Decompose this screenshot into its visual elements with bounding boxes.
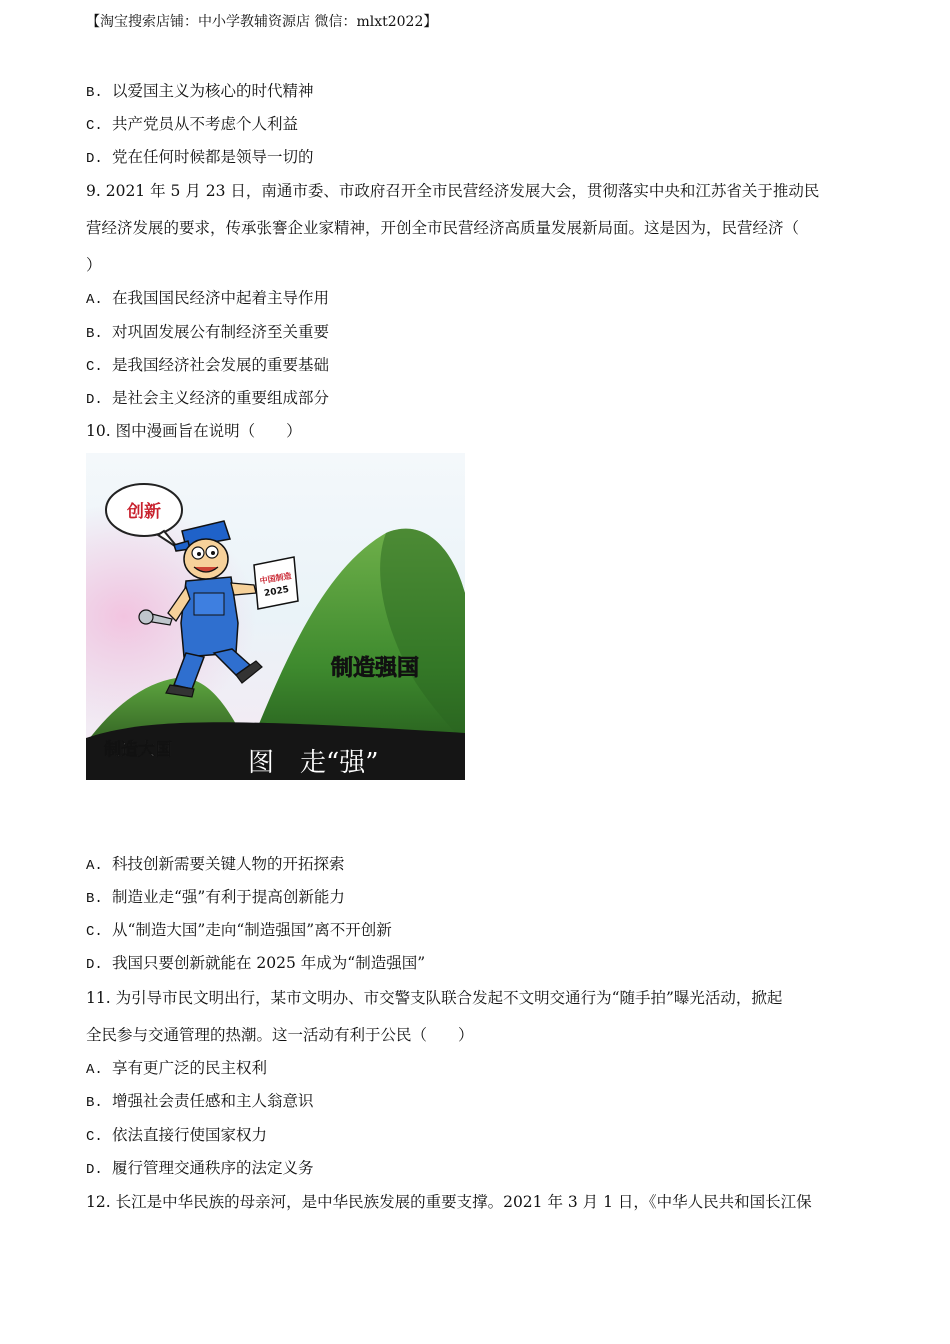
option-letter: B. xyxy=(86,326,103,342)
option-letter: A. xyxy=(86,858,103,874)
option-text: 以爱国主义为核心的时代精神 xyxy=(112,82,314,100)
option-text: 共产党员从不考虑个人利益 xyxy=(112,115,299,133)
q9-stem-line2: 营经济发展的要求，传承张謇企业家精神，开创全市民营经济高质量发展新局面。这是因为，民营经济（ xyxy=(86,219,800,237)
q10-option-b[interactable] xyxy=(86,887,345,909)
book-year: 2025 xyxy=(263,584,290,600)
q9-option-d[interactable] xyxy=(86,388,329,410)
option-text: 依法直接行使国家权力 xyxy=(112,1126,268,1144)
option-letter: B. xyxy=(86,891,103,907)
big-mountain-label: 制造强国 xyxy=(331,656,420,681)
book-title: 中国制造 xyxy=(259,571,293,586)
q8-option-b[interactable] xyxy=(86,81,314,103)
q11-stem-line2: 全民参与交通管理的热潮。这一活动有利于公民（ ） xyxy=(86,1026,474,1044)
option-text: 享有更广泛的民主权利 xyxy=(112,1059,268,1077)
q10-option-a[interactable] xyxy=(86,854,345,876)
q11-option-d[interactable] xyxy=(86,1158,314,1180)
option-letter: B. xyxy=(86,1095,103,1111)
option-text: 从“制造大国”走向“制造强国”离不开创新 xyxy=(112,921,392,939)
q11-stem-line1: 11. 为引导市民文明出行，某市文明办、市交警支队联合发起不文明交通行为“随手拍”曝光活动，掀起 xyxy=(86,989,783,1007)
option-letter: D. xyxy=(86,1162,103,1178)
option-text: 党在任何时候都是领导一切的 xyxy=(112,148,314,166)
q8-option-d[interactable] xyxy=(86,147,314,169)
option-text: 科技创新需要关键人物的开拓探索 xyxy=(112,855,345,873)
option-text: 制造业走“强”有利于提高创新能力 xyxy=(112,888,345,906)
option-letter: B. xyxy=(86,85,103,101)
option-text: 是我国经济社会发展的重要基础 xyxy=(112,356,330,374)
option-letter: C. xyxy=(86,359,103,375)
cartoon-caption: 图 走“强” xyxy=(248,748,379,778)
option-text: 是社会主义经济的重要组成部分 xyxy=(112,389,330,407)
q9-option-c[interactable] xyxy=(86,355,329,377)
q9-option-a[interactable] xyxy=(86,288,329,310)
q12-stem-line1: 12. 长江是中华民族的母亲河，是中华民族发展的重要支撑。2021 年 3 月 1 日，《中华人民共和国长江保 xyxy=(86,1193,812,1211)
option-letter: D. xyxy=(86,151,103,167)
q8-option-c[interactable] xyxy=(86,114,298,136)
option-letter: C. xyxy=(86,924,103,940)
option-text: 在我国国民经济中起着主导作用 xyxy=(112,289,330,307)
option-letter: C. xyxy=(86,118,103,134)
q10-option-d[interactable] xyxy=(86,953,425,975)
option-letter: A. xyxy=(86,292,103,308)
bubble-text: 创新 xyxy=(127,502,161,522)
q9-stem-line1: 9. 2021 年 5 月 23 日，南通市委、市政府召开全市民营经济发展大会，贯彻落实中央和江苏省关于推动民 xyxy=(86,182,820,200)
q9-stem-line3: ） xyxy=(86,256,102,274)
q11-option-c[interactable] xyxy=(86,1125,267,1147)
q9-option-b[interactable] xyxy=(86,322,329,344)
q10-option-c[interactable] xyxy=(86,920,392,942)
option-text: 履行管理交通秩序的法定义务 xyxy=(112,1159,314,1177)
book-icon xyxy=(254,557,298,609)
option-letter: D. xyxy=(86,392,103,408)
option-letter: A. xyxy=(86,1062,103,1078)
q10-stem: 10. 图中漫画旨在说明（ ） xyxy=(86,422,302,440)
q11-option-b[interactable] xyxy=(86,1091,314,1113)
option-letter: C. xyxy=(86,1129,103,1145)
cartoon-image xyxy=(86,453,465,780)
option-text: 增强社会责任感和主人翁意识 xyxy=(112,1092,314,1110)
option-text: 我国只要创新就能在 2025 年成为“制造强国” xyxy=(112,954,426,972)
option-text: 对巩固发展公有制经济至关重要 xyxy=(112,323,330,341)
small-mountain-label: 制造大国 xyxy=(104,740,172,760)
q11-option-a[interactable] xyxy=(86,1058,267,1080)
option-letter: D. xyxy=(86,957,103,973)
page-header: 【淘宝搜索店铺：中小学教辅资源店 微信：mlxt2022】 xyxy=(86,14,438,30)
